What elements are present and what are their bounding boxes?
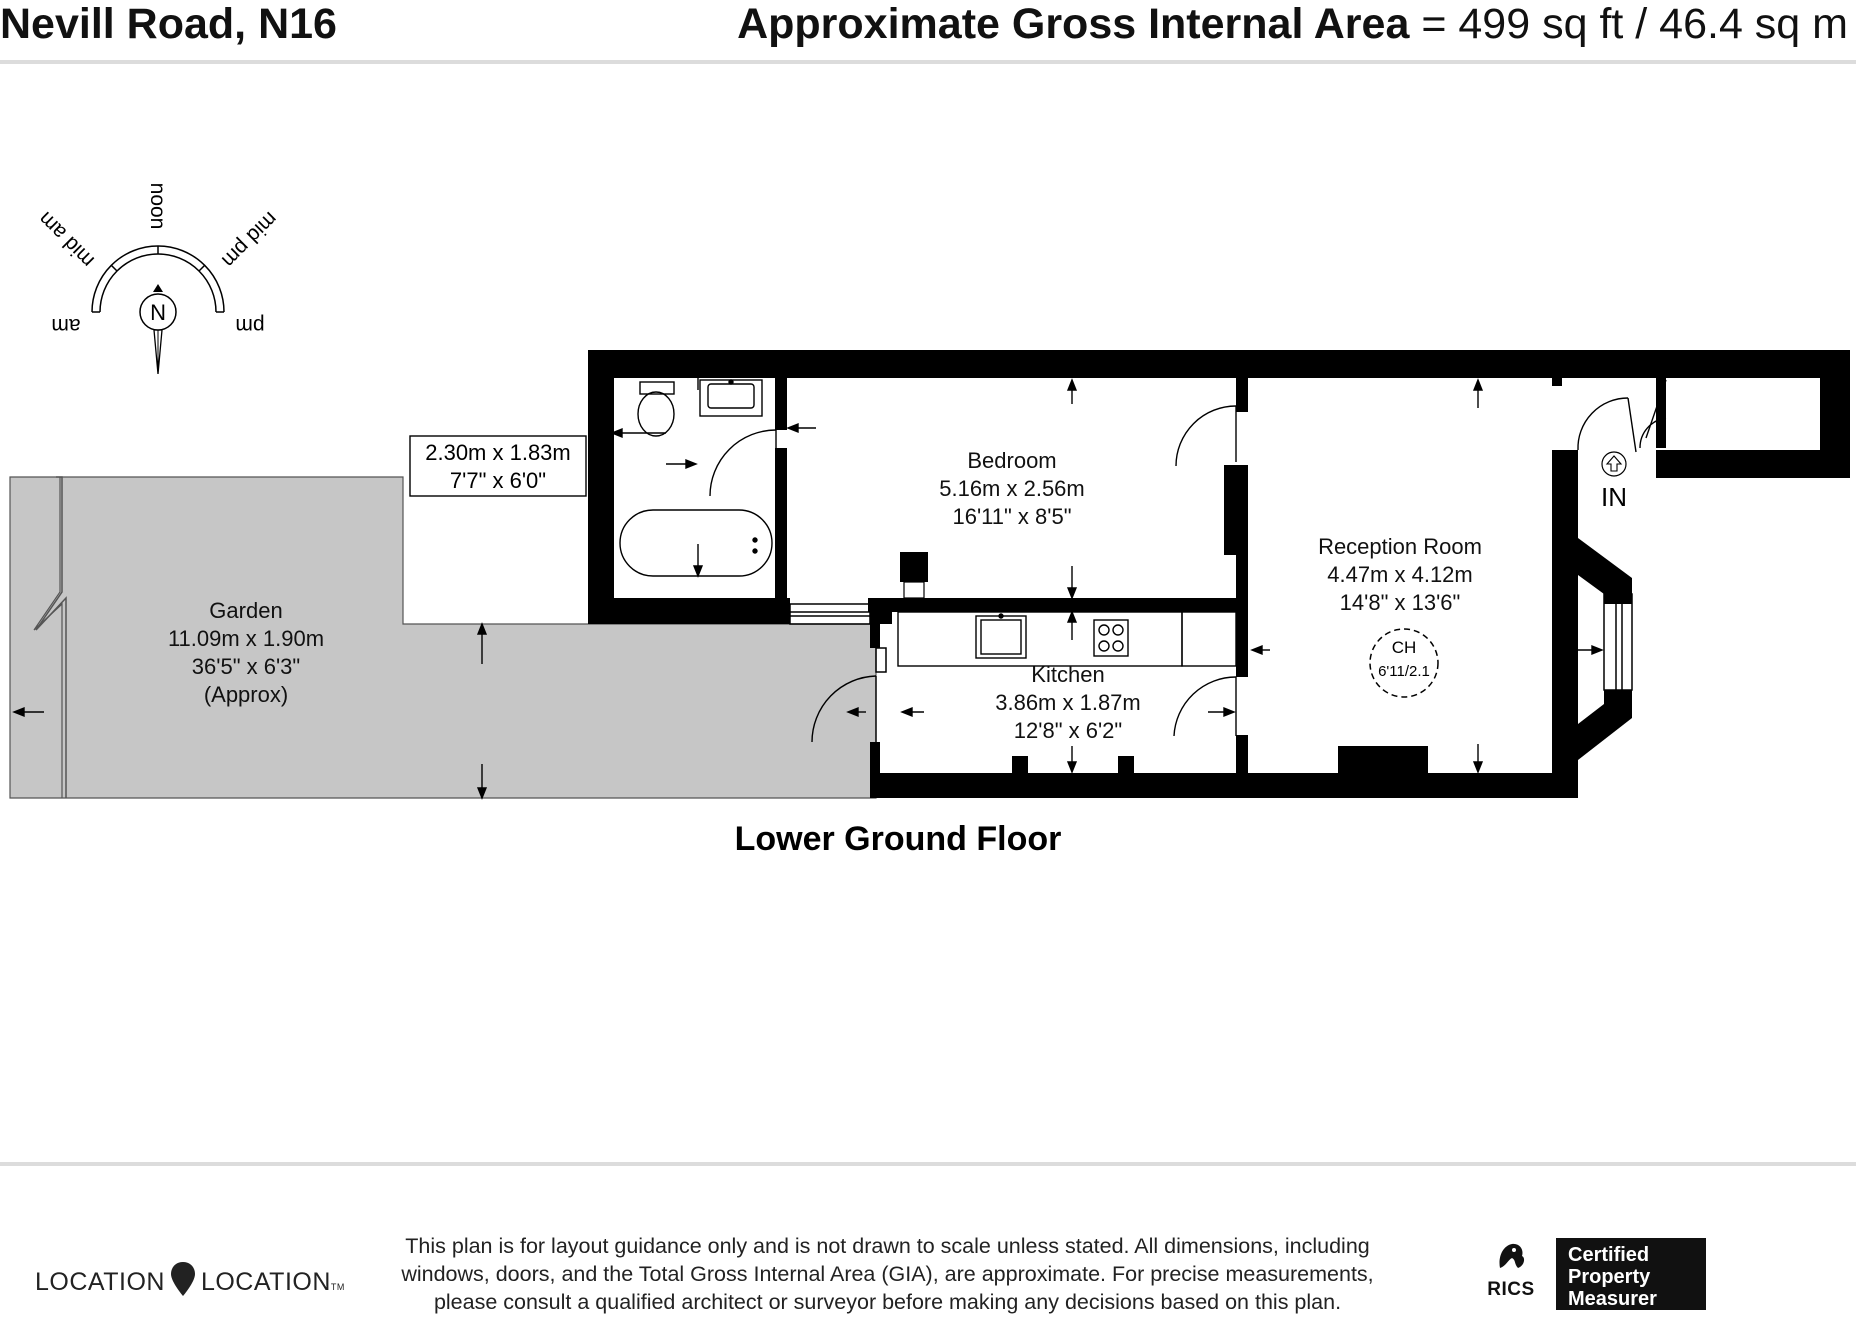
bedroom-name: Bedroom: [967, 448, 1057, 473]
brand-logo: [35, 1262, 345, 1297]
reception-name: Reception Room: [1318, 534, 1482, 559]
entrance-label: IN: [1601, 482, 1627, 512]
bedroom-imperial: 16'11" x 8'5": [952, 504, 1072, 529]
bathroom-imperial: 7'7" x 6'0": [449, 468, 547, 493]
garden-area: [10, 477, 876, 798]
floor-name: Lower Ground Floor: [734, 820, 1062, 858]
badge-line-1: Certified: [1568, 1244, 1650, 1266]
garden-imperial: 36'5" x 6'3": [191, 654, 301, 679]
disclaimer-text: This plan is for layout guidance only and is not drawn to scale unless stated. All dimensions, including windows, doors, and the Total Gross Internal Area (GIA), are approximate. For precise measurements, please consult a qualified architect or surveyor before making any decisions based on this plan.: [401, 1234, 1374, 1314]
ceiling-height-value: 6'11/2.1: [1378, 663, 1430, 680]
compass-north: N: [150, 300, 166, 325]
basin: [700, 380, 762, 416]
bathroom-fixtures: [620, 380, 772, 576]
kitchen-fixtures: [898, 612, 1236, 666]
kitchen-window: [876, 648, 886, 672]
reception-metric: 4.47m x 4.12m: [1327, 562, 1473, 587]
bay-window: [1604, 594, 1632, 690]
compass-icon: [34, 183, 282, 374]
brand-left: LOCATION: [35, 1268, 165, 1296]
badge-line-3: Measurer: [1568, 1288, 1657, 1310]
map-pin-icon: [171, 1262, 195, 1296]
ceiling-height-label: CH: [1391, 638, 1417, 657]
footer-divider: [0, 1162, 1856, 1166]
brand-right: LOCATION: [200, 1268, 331, 1296]
bedroom-cupboard: [900, 552, 928, 582]
compass-mid-am: mid am: [33, 207, 99, 273]
compass-pm: pm: [235, 314, 265, 337]
brand-tm: TM: [330, 1282, 345, 1292]
compass-mid-pm: mid pm: [217, 207, 283, 273]
reception-imperial: 14'8" x 13'6": [1339, 590, 1461, 615]
badge-line-2: Property: [1568, 1266, 1651, 1288]
kitchen-imperial: 12'8" x 6'2": [1013, 718, 1123, 743]
kitchen-sink: [976, 616, 1026, 658]
bedroom-metric: 5.16m x 2.56m: [939, 476, 1085, 501]
compass-am: am: [51, 314, 81, 337]
area-label: Approximate Gross Internal Area: [737, 0, 1410, 48]
bathroom-metric: 2.30m x 1.83m: [425, 440, 571, 465]
garden-name: Garden: [209, 598, 283, 623]
garden-note: (Approx): [203, 682, 289, 707]
rics-text: RICS: [1487, 1279, 1535, 1300]
kitchen-metric: 3.86m x 1.87m: [995, 690, 1141, 715]
toilet-bowl: [638, 392, 674, 436]
area-value: = 499 sq ft / 46.4 sq m: [1421, 0, 1848, 48]
lion-icon: [1494, 1238, 1528, 1272]
certified-measurer-badge: [1556, 1238, 1706, 1310]
rics-logo: [1484, 1238, 1538, 1301]
property-address: Nevill Road, N16: [0, 0, 337, 48]
garden-metric: 11.09m x 1.90m: [167, 626, 325, 651]
compass-noon: noon: [146, 182, 169, 230]
hob: [1094, 620, 1128, 656]
kitchen-name: Kitchen: [1031, 662, 1105, 687]
bedroom-window: [790, 604, 870, 624]
